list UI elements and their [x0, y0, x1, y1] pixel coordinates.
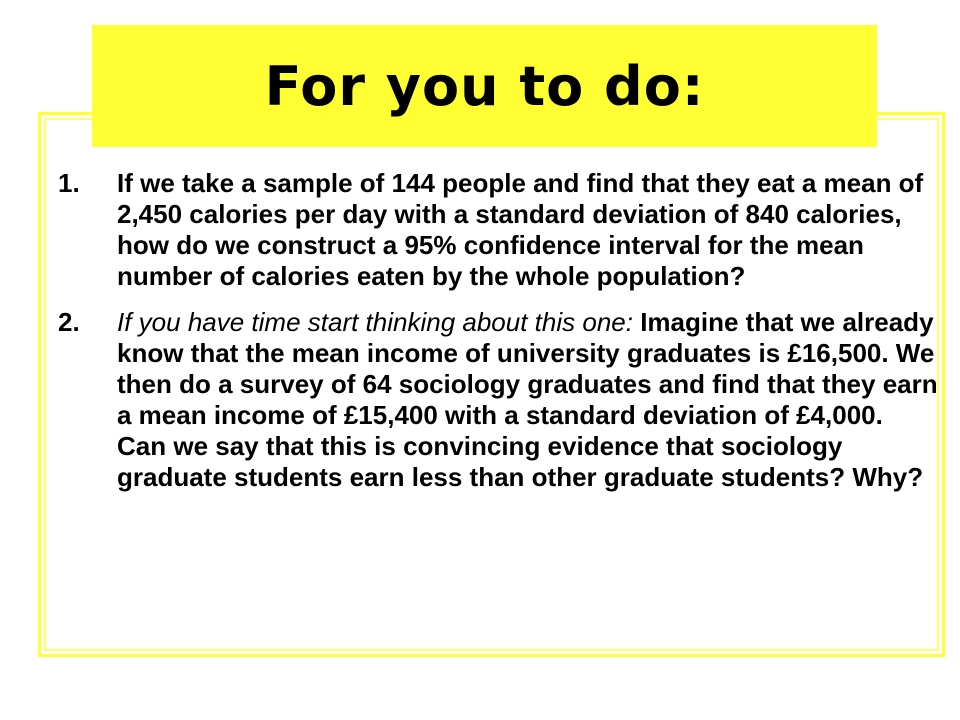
slide-title: For you to do:	[264, 54, 705, 118]
question-item-2	[58, 307, 938, 493]
question-number-2: 2.	[58, 307, 80, 337]
question-lead-2: If you have time start thinking about this one:	[117, 307, 633, 337]
question-text-2: Imagine that we already know that the mean income of university graduates is £16,500. We then do a survey of 64 sociology graduates and find that they earn a mean income of £15,400 with a standard deviation of £4,000. Can we say that this is convincing evidence that sociology graduate students earn less than other graduate students? Why?	[117, 307, 938, 492]
question-text-1: If we take a sample of 144 people and find that they eat a mean of 2,450 calories per day with a standard deviation of 840 calories, how do we construct a 95% confidence interval for the mean number of calories eaten by the whole population?	[117, 168, 924, 291]
question-item-1	[58, 168, 938, 292]
question-number-1: 1.	[58, 168, 80, 198]
title-banner	[92, 25, 877, 147]
question-list	[58, 168, 938, 493]
